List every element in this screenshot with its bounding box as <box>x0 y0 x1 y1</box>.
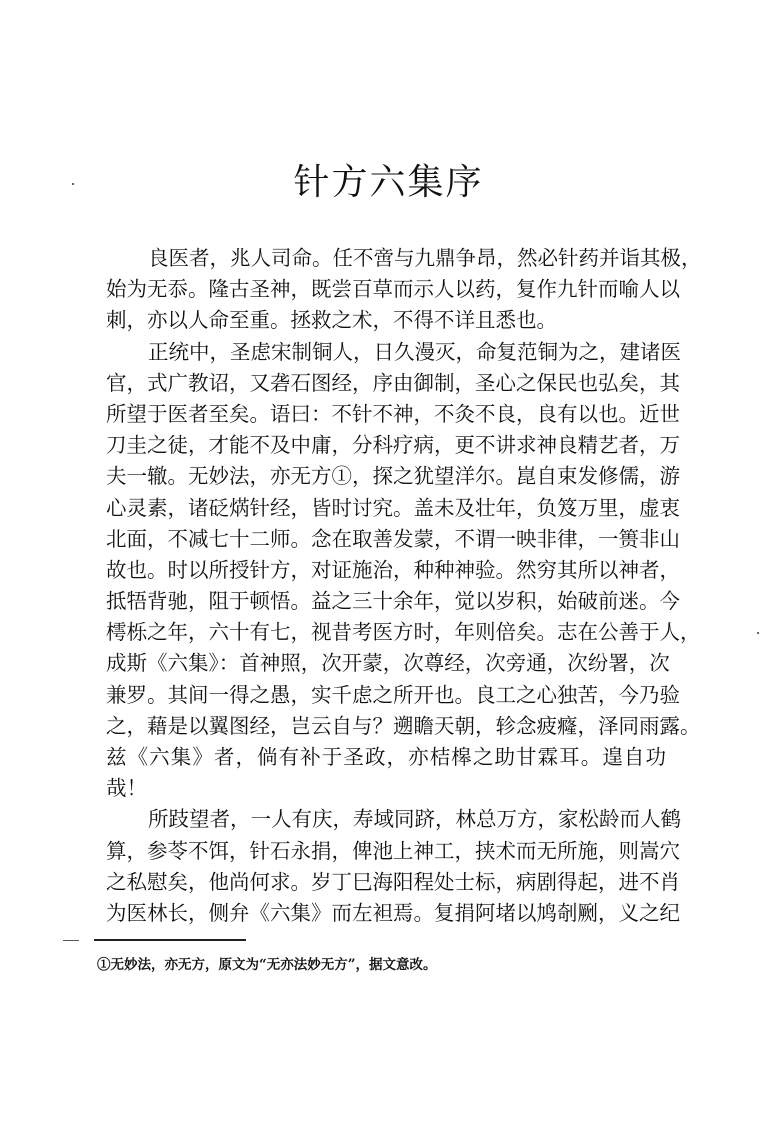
scan-speck <box>72 183 74 185</box>
footnote-rule <box>94 939 246 941</box>
text-line: 哉！ <box>106 776 147 801</box>
scan-speck <box>757 632 759 634</box>
text-line: 之，藉是以翼图经，岂云自与？遡瞻天朝，轸念疲癃，泽同雨露。 <box>106 713 701 738</box>
text-line: 兹《六集》者，倘有补于圣政，亦桔槔之助甘霖耳。遑自功 <box>106 745 666 769</box>
text-line: 始为无忝。隆古圣神，既尝百草而示人以药，复作九针而喻人以 <box>106 277 680 302</box>
text-line: 成斯《六集》：首神照，次开蒙，次尊经，次旁通，次纷署，次 <box>106 651 670 676</box>
text-line: 兼罗。其间一得之愚，实千虑之所开也。良工之心独苦，今乃验 <box>106 682 680 707</box>
text-line: 之私慰矣，他尚何求。岁丁巳海阳程处士标，病剧得起，进不肖 <box>106 869 680 894</box>
text-line: 樗栎之年，六十有七，视昔考医方时，年则倍矣。志在公善于人， <box>106 620 701 645</box>
preface-body <box>106 243 702 929</box>
text-line: 官，式广教诏，又砻石图经，序由御制，圣心之保民也弘矣，其 <box>106 370 680 395</box>
text-line: 正统中，圣虑宋制铜人，日久漫灭，命复范铜为之，建诸医 <box>148 339 681 364</box>
text-line: 刺，亦以人命至重。拯救之术，不得不详且悉也。 <box>106 308 557 333</box>
footnote: ①无妙法，亦无方，原文为“无亦法妙无方”，据文意改。 <box>97 957 437 973</box>
text-line: 夫一辙。无妙法，亦无方①，探之犹望洋尔。崑自束发修儒，游 <box>106 464 680 489</box>
footnote-rule-dash <box>63 940 79 941</box>
text-line: 为医林长，侧弁《六集》而左袒焉。复捐阿堵以鸠剞劂，义之纪 <box>106 900 680 925</box>
text-line: 良医者，兆人司命。任不啻与九鼎争昂，然必针药并诣其极， <box>148 246 702 270</box>
text-line: 抵牾背驰，阻于顿悟。益之三十余年，觉以岁积，始破前迷。今 <box>106 589 680 614</box>
text-line: 所跂望者，一人有庆，寿域同跻，林总万方，家松龄而人鹤 <box>148 807 681 832</box>
text-line: 所望于医者至矣。语曰：不针不神，不灸不良，良有以也。近世 <box>106 401 680 426</box>
text-line: 心灵素，诸砭焫针经，皆时讨究。盖未及壮年，负笈万里，虚衷 <box>106 495 680 520</box>
text-line: 刀圭之徒，才能不及中庸，分科疗病，更不讲求神良精艺者，万 <box>106 433 680 458</box>
text-line: 算，参苓不饵，针石永捐，俾池上神工，挟术而无所施，则嵩穴 <box>106 838 680 863</box>
text-line: 故也。时以所授针方，对证施治，种种神验。然穷其所以神者， <box>106 557 680 582</box>
page-title: 针方六集序 <box>293 162 484 203</box>
text-line: 北面，不减七十二师。念在取善发蒙，不谓一映非律，一篑非山 <box>106 526 680 551</box>
